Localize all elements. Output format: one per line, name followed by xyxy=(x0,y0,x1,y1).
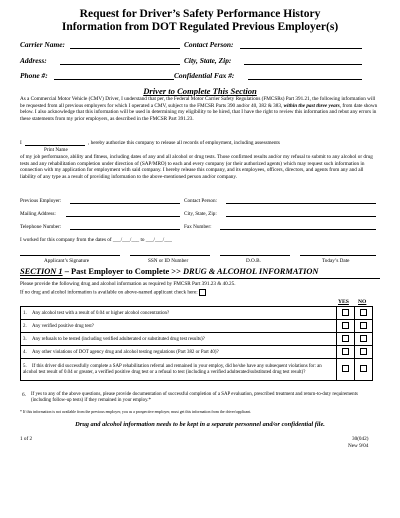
no-checkbox[interactable] xyxy=(360,365,367,372)
question6-number: 6. xyxy=(22,392,26,398)
yes-checkbox[interactable] xyxy=(342,348,349,355)
no-checkbox[interactable] xyxy=(360,348,367,355)
page-number: 1 of 2 xyxy=(20,436,33,442)
yes-checkbox[interactable] xyxy=(342,322,349,329)
ssn-field[interactable] xyxy=(130,255,210,256)
question-label: Any refusals to be tested (including verified adulterated or substituted drug test results)? xyxy=(32,336,205,342)
driver-section-title: Driver to Complete This Section xyxy=(143,86,257,96)
telephone-field[interactable] xyxy=(70,224,180,230)
yes-checkbox[interactable] xyxy=(342,309,349,316)
no-cell xyxy=(355,320,373,333)
phone-label: Phone #: xyxy=(20,71,48,80)
no-checkbox[interactable] xyxy=(360,335,367,342)
carrier-name-field[interactable] xyxy=(70,41,180,49)
form-title-line2: Information from DOT Regulated Previous Employer(s) xyxy=(61,21,339,33)
fax-field[interactable] xyxy=(248,72,362,80)
form-title-line1: Request for Driver’s Safety Performance History xyxy=(79,8,321,20)
dob-label: D.O.B. xyxy=(246,258,261,264)
question-number: 2. xyxy=(23,323,27,329)
phone-field[interactable] xyxy=(54,72,174,80)
contact-person-field[interactable] xyxy=(240,41,362,49)
section1-rule xyxy=(20,278,380,279)
yes-checkbox[interactable] xyxy=(342,335,349,342)
section1-instruction-2 xyxy=(20,289,206,296)
previous-employer-label: Previous Employer: xyxy=(20,198,62,204)
employer-contact-label: Contact Person: xyxy=(184,198,217,204)
question-label: Any other violations of DOT agency drug and alcohol testing regulations (Part 382 or Part 40)? xyxy=(32,349,219,355)
question-label: Any alcohol test with a result of 0.04 or higher alcohol concentration? xyxy=(32,310,170,316)
yes-cell xyxy=(337,320,355,333)
address-field[interactable] xyxy=(60,57,180,65)
employer-city-label: City, State, Zip: xyxy=(184,211,217,217)
no-cell xyxy=(355,359,373,381)
form-date: New 9/04 xyxy=(348,443,369,449)
no-cell xyxy=(355,307,373,320)
question-number: 4. xyxy=(23,349,27,355)
dob-field[interactable] xyxy=(220,255,290,256)
yes-cell xyxy=(337,307,355,320)
question-label: If this driver did successfully complete a SAP rehabilitation referral and remained in your employ, did he/she have any subsequent violations for: an alcohol test result of 0.04 or greater, a verified positive drug test or a refusal to test (including a verified adulterated/substituted drug test result)? xyxy=(23,363,322,375)
section1-title-a: SECTION 1 xyxy=(20,267,63,276)
yes-cell xyxy=(337,359,355,381)
employer-fax-field[interactable] xyxy=(220,224,376,230)
form-code: 30(042) xyxy=(352,436,369,442)
employer-fax-label: Fax Number: xyxy=(184,224,212,230)
signature-label: Applicant’s Signature xyxy=(44,258,90,264)
no-checkbox[interactable] xyxy=(360,309,367,316)
section1-title-b: – Past Employer to Complete >> xyxy=(62,267,181,276)
ssn-label: SSN or ID Number xyxy=(148,258,189,264)
authorize-body: of my job performance, ability and fitness, including dates of any and all alcohol or drug tests. Those confirmed results and/or my refusal to submit to any alcohol or drug tests and any rehabilitation completion under direction of (SAP/MRO) to each and every company (or their authorized agents) which may request such information in connection with my application for employment with said company. I hereby release this company, and its employees, officers, directors, and agents from any and all liability of any type as a result of providing information to the above-mentioned person and/or company. xyxy=(20,154,373,180)
employer-city-field[interactable] xyxy=(226,211,376,217)
contact-person-label: Contact Person: xyxy=(184,40,234,49)
driver-intro-emphasis: within the past three years xyxy=(283,102,340,109)
mailing-address-label: Mailing Address: xyxy=(20,211,56,217)
city-state-zip-field[interactable] xyxy=(244,57,362,65)
no-checkbox[interactable] xyxy=(360,322,367,329)
drug-alcohol-questions-table xyxy=(20,306,373,381)
authorize-prefix: I xyxy=(20,140,22,146)
yes-cell xyxy=(337,333,355,346)
question-number: 5. xyxy=(23,363,27,369)
applicant-signature-field[interactable] xyxy=(20,255,120,256)
carrier-name-label: Carrier Name: xyxy=(20,40,65,49)
previous-employer-field[interactable] xyxy=(70,198,180,204)
question6-text: If yes to any of the above questions, please provide documentation of successful completion of a SAP evaluation, prescribed treatment and return-to-duty requirements (including follow-up tests) if they remained in your employ.* xyxy=(31,392,358,403)
address-label: Address: xyxy=(20,56,47,65)
fax-label: Confidential Fax #: xyxy=(174,71,235,80)
section1-title xyxy=(20,267,318,276)
no-info-checkbox[interactable] xyxy=(199,289,206,296)
column-no-header: NO xyxy=(358,299,367,305)
todays-date-field[interactable] xyxy=(300,255,376,256)
question-text xyxy=(21,359,337,381)
question-row xyxy=(21,359,373,381)
question-number: 1. xyxy=(23,310,27,316)
no-cell xyxy=(355,333,373,346)
driver-intro-part2: , from date shown below. I also acknowledge that this information will be used in determining my eligibility to be hired, that I have the right to review this information and rebut any errors in these statements from my prior employers, as described in the FMCSR Part 391.23. xyxy=(20,102,378,122)
footnote: * If this information is not available from the previous employer, you as a prospective employer, must get this information from the driver/applicant. xyxy=(20,410,252,414)
question-row xyxy=(21,307,373,320)
print-name-label: Print Name xyxy=(44,147,68,153)
question-text xyxy=(21,320,337,333)
section1-instruction-1: Please provide the following drug and alcohol information as required by FMCSR Part 391.23 & 40.25. xyxy=(20,281,236,287)
telephone-label: Telephone Number: xyxy=(20,224,62,230)
authorize-text: , hereby authorize this company to release all records of employment, including assessments xyxy=(88,140,280,146)
driver-intro-paragraph xyxy=(20,96,378,122)
city-state-zip-label: City, State, Zip: xyxy=(184,56,232,65)
yes-cell xyxy=(337,346,355,359)
mailing-address-field[interactable] xyxy=(66,211,180,217)
worked-dates-line: I worked for this company from the dates of ___/___/___ to ___/___/___ xyxy=(20,237,172,243)
question-text xyxy=(21,307,337,320)
question-row xyxy=(21,320,373,333)
question-row xyxy=(21,346,373,359)
print-name-field[interactable] xyxy=(25,140,85,146)
question-row xyxy=(21,333,373,346)
section1-instruction-2-text: If no drug and alcohol information is available on above-named applicant check here: xyxy=(20,289,198,296)
no-cell xyxy=(355,346,373,359)
question-text xyxy=(21,333,337,346)
driver-intro-part1: As a Commercial Motor Vehicle (CMV) Driver, I understand that per, the Federal Motor Carrier Safety Regulations (FMCSRs) Part 391.21, the following information will be requested from all previous employers for which I operated a CMV, subject to the FMCSR Parts 390 and/or 40, 382 & 383, xyxy=(20,96,376,109)
question-number: 3. xyxy=(23,336,27,342)
yes-checkbox[interactable] xyxy=(342,365,349,372)
column-yes-header: YES xyxy=(338,299,349,305)
todays-date-label: Today’s Date xyxy=(322,258,350,264)
section1-title-c: DRUG & ALCOHOL INFORMATION xyxy=(180,267,319,276)
question-text xyxy=(21,346,337,359)
question-label: Any verified positive drug test? xyxy=(32,323,94,329)
closing-note: Drug and alcohol information needs to be kept in a separate personnel and/or confidential file. xyxy=(75,421,325,428)
employer-contact-field[interactable] xyxy=(226,198,376,204)
